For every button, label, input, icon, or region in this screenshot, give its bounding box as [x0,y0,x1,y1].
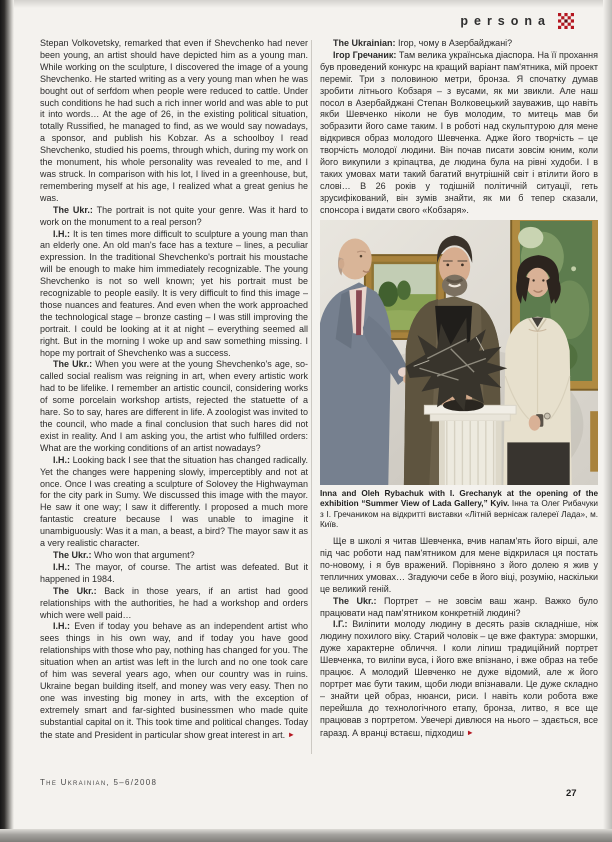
qa-paragraph: The Ukr.: When you were at the young Shevchenko's age, so-called social realism was reigning in art, when every artistic work had to be lifelike. I remember an artistic council, considering works of some porcelain workshop artists, rejected the statuette of a hare. So to say, hares are different in life. A zoologist was invited to the council, who made a final conclusion that such hares did not exist in reality. And I am asking you, the artist who fulfilled orders: What are the working conditions of an artist nowadays? [40,359,308,453]
speaker-label: The Ukr.: [53,204,93,215]
speaker-label: I.H.: [53,561,70,572]
photo-caption-english: Inna and Oleh Rybachuk with I. Grechanyk at the opening of the exhibition “Summer View of Lada Gallery,” Kyiv. [320,488,598,509]
page-edge-left [0,0,14,842]
qa-paragraph: The Ukr.: The portrait is not quite your genre. Was it hard to work on the monument to a real person? [40,204,308,227]
page-edge-right [603,0,612,842]
speaker-label: The Ukr.: [333,595,377,606]
qa-paragraph: І.Г.: Виліпити молоду людину в десять разів складніше, ніж людину похилого віку. Старий чоловік – це вже фактура: зморшки, дуже характерне обличчя. І коли ліпиш традиційний портрет Шевченка, то виліпи вуса, і його вже впізнано, і вже образ на тебе працює. А молодий Шевченко не дуже відомий, але ж його портрет має бути таким, щоби люди впізнавали. Це дуже складно – знайти цей образ, нюанси, риси. І навіть коли робота вже перейшла до технологічного етапу, бронза, литво, я все ще працював з портретом. Увечері дивлюся на нього – здається, все гаразд. А вранці встаєш, підходиш ► [320,619,598,738]
speaker-label: І.Г.: [333,619,348,630]
qa-paragraph: The Ukr.: Back in those years, if an artist had good relationships with the authorities, he had a workshop and orders which were well paid… [40,585,308,620]
section-header [460,13,574,29]
speaker-label: I.H.: [53,228,70,239]
speaker-label: I.H.: [53,454,70,465]
page-number: 27 [566,788,577,799]
speaker-label: The Ukrainian: [333,38,396,48]
gallery-photo [320,220,598,531]
speaker-label: I.H.: [53,621,70,632]
qa-paragraph: I.H.: It is ten times more difficult to sculpture a young man than an elderly one. An old man's face has a texture – lines, a peculiar expression. In the traditional Shevchenko's portrait his moustache will be enough to make him immediately recognizable. The young Shevchenko is not so well known; yet his portrait must be recognizable to people easily. It is very difficult to find this image – those nuances and features. And even when the work approached the technological stage – bronze casting – I was still improving the portrait. I could be looking at it at night – everything seemed all right. But in the morning I woke up and saw something missing. I hope my portrait of Shevchenko was a success. [40,228,308,358]
photo-caption-ukrainian: Інна та Олег Рибачуки з І. Гречаником на відкритті виставки «Літній вернісаж галереї Лада», м. Київ. [320,499,598,529]
page-edge-top [0,0,612,8]
qa-paragraph: I.H.: Looking back I see that the situation has changed radically. Yet the changes were happening slowly, imperceptibly and not at once. Once I was creating a sculpture of Solovey the Highwayman for the city park in Sumy. We discussed this image with the mayor. He saw it one way; I saw it differently. I proposed a much more fantastic creature because I was unable to imagine it unambiguously: Was it a man, a beast, a bird? The mayor saw it as a very realistic character. [40,454,308,549]
speaker-label: The Ukr.: [53,359,93,370]
continue-arrow-icon: ► [287,729,296,739]
speaker-label: The Ukr.: [53,549,92,560]
speaker-label: Ігор Гречаник: [333,49,397,60]
qa-paragraph: I.H.: The mayor, of course. The artist was defeated. But it happened in 1984. [40,561,308,584]
paragraph: Stepan Volkovetsky, remarked that even if Shevchenko had never been young, an artist should have depicted him as a young man. While working on the sculpture, I discovered the image of a young Shevchenko. He started writing as a very young man when he was bought out of serfdom when people were reduced to cattle. Under such conditions he had such a rich inner world and was able to put it into words… At the age of 26, in the existing political situation, totally Russified, he managed to find, as we would say nowadays, a sponsor, and publish his Kobzar. As a schoolboy I read Shevchenko, studied his poems, through which, during my work on the monument, his whole personality was revealed to me, and I was struck. In comparison with his lot, I lived in a greenhouse, but, remembering myself at his age, I realized what a great genius he was. [40,38,308,203]
qa-paragraph: The Ukr.: Портрет – не зовсім ваш жанр. Важко було працювати над пам'ятником конкретній людині? [320,595,598,618]
left-column-english [40,38,308,741]
qa-paragraph: Ігор Гречаник: Там велика українська діаспора. На її прохання був проведений конкурс на кращий варіант пам'ятника, мій проект переміг. Три з половиною метри, бронза. Я спочатку думав зробити літнього Кобзаря – з вусами, як ми звикли. Але наш посол в Азербайджані Степан Волковецький зауважив, що навіть якби Шевченко ніколи не був молодим, то митець мав би зобразити його саме таким. І в роботі над скульптурою для мене відкрився образ молодого Шевченка. Адже його творчість – це творчість молодої людини. Він почав писати зовсім юним, коли його викупили з кріпацтва, де людина була на рівні худоби. І в таких умовах мати такий багатий внутрішній світ і втілити його в слові… В 26 років у тодішній політичній ситуації, геть зрусифікований, він зумів знайти, як ми б тепер сказали, спонсора і видати свого «Кобзаря». [320,49,598,215]
qa-paragraph: The Ukrainian: Ігор, чому в Азербайджані? [333,38,513,48]
photo-caption [320,489,598,530]
qa-paragraph: I.H.: Even if today you behave as an independent artist who sees things in his own way, and if today you have good relationships with those who pay, nothing has changed for you. The situation when an artist was left in the lurch and no one took care of him was several years ago, when our country was in ruins. Ukraine began building itself, and money was very easy. Then no one was investing big money in arts, with the exception of extremely smart and far-sighted businessmen who made quite substantial capital on it. This took time and political changes. Today the state and President in particular show great interest in art. ► [40,621,308,740]
section-title: persona [460,14,551,28]
continue-arrow-icon: ► [466,727,474,737]
persona-pixel-flower-icon [558,13,574,29]
journal-issue-label: The Ukrainian, 5–6/2008 [40,778,158,787]
column-divider [311,40,312,754]
framed-painting-edge [590,411,598,471]
speaker-label: The Ukr.: [53,585,97,596]
qa-paragraph: The Ukr.: Who won that argument? [53,549,195,560]
right-column-ukrainian [320,38,598,740]
paragraph: Ще в школі я читав Шевченка, вчив напам'ять його вірші, але під час роботи над пам'ятником для мене відкрилася ця постать по-новому, і я був вражений. Порівняно з його долею я жив у тепличних умовах… Згадуючи себе в його віці, розумію, наскільки це великий геній. [320,536,598,594]
gallery-photo-illustration [320,220,598,485]
page-edge-bottom [0,829,612,842]
